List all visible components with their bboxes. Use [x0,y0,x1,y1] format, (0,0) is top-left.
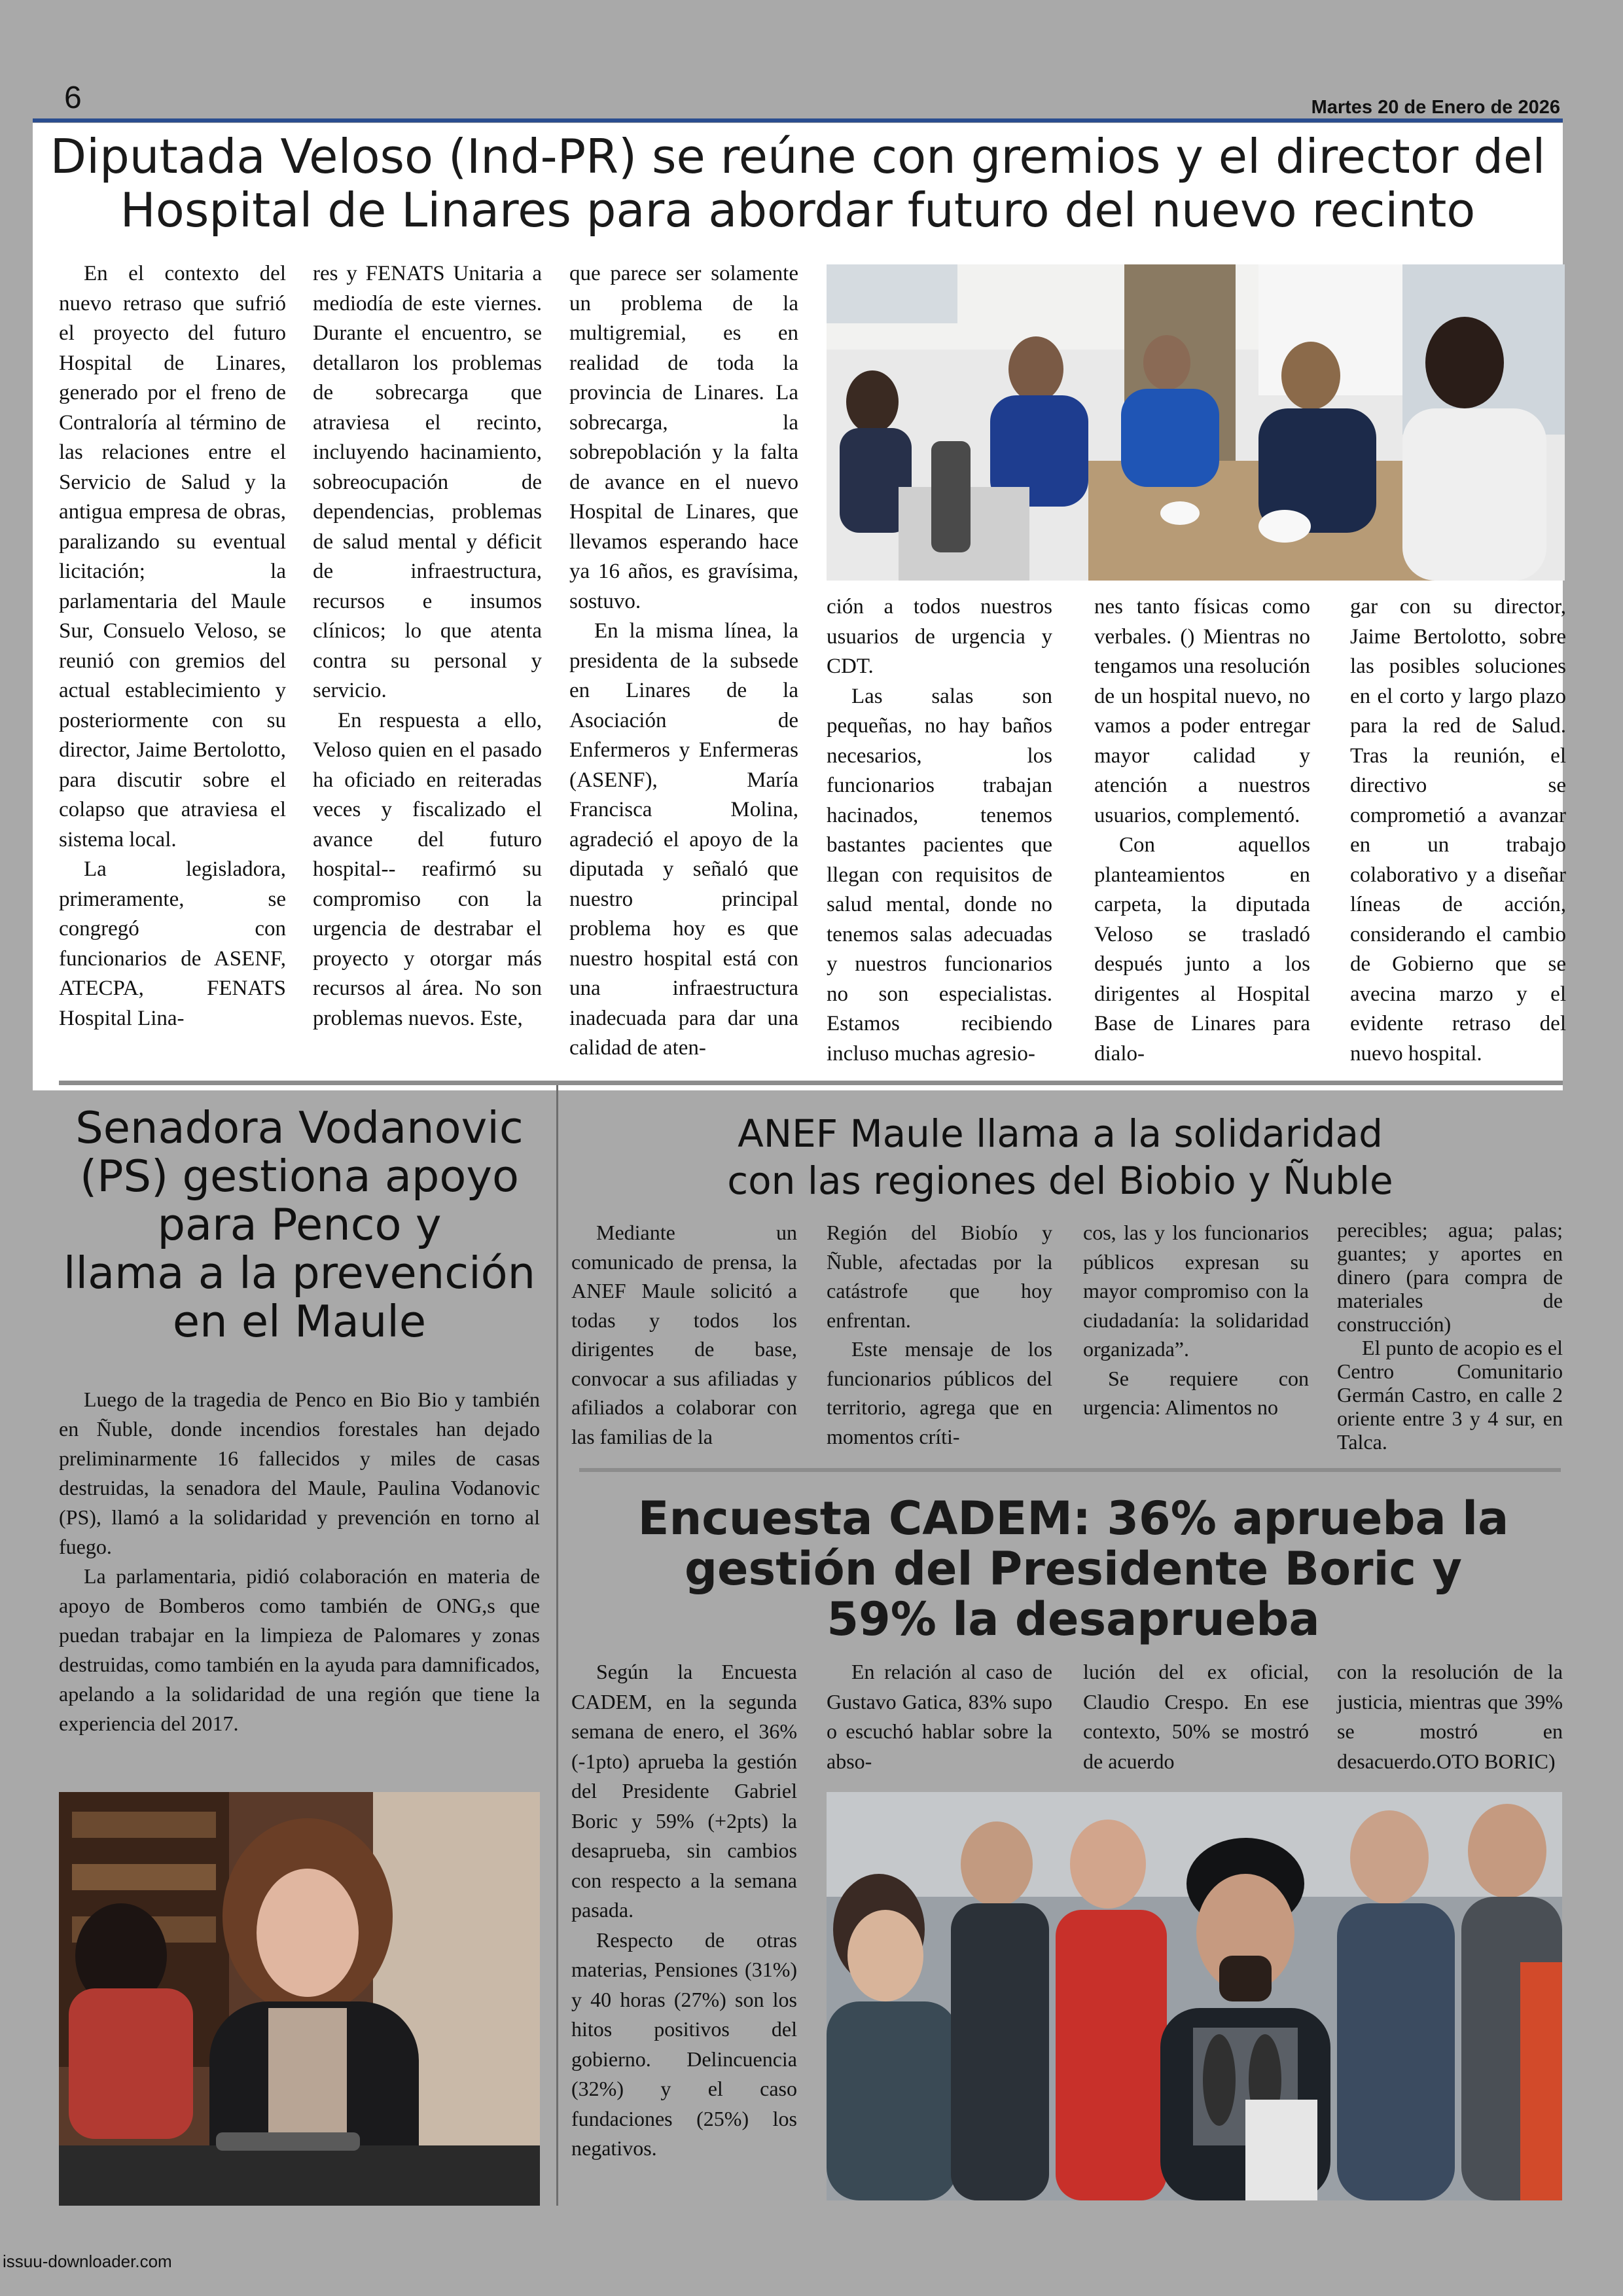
paragraph: gar con su director, Jaime Bertolotto, sobre las posibles soluciones en el corto y largo plazo para la red de Salud. Tras la reunión, el directivo se comprometió a avanzar en un trabajo colaborativo y a diseñar líneas de acción, considerando el cambio de Gobierno que se avecina marzo y el evidente retraso del nuevo hospital. [1350,595,1566,1066]
column-divider [556,1085,558,2206]
paragraph: La parlamentaria, pidió colaboración en materia de apoyo de Bomberos como también de ONG,s que puedan trabajar en la limpieza de Palomares y zonas destruidas, como también en la ayuda para damnificados, apelando a la solidaridad de una región que tiene la experiencia del 2017. [59,1564,540,1735]
top-article-headline [33,130,1563,237]
paragraph: cos, las y los funcionarios públicos expresan su mayor compromiso con la ciudadanía: la solidaridad organizada”. [1083,1221,1309,1361]
boric-press-photo [827,1792,1562,2200]
anef-column-3 [1083,1218,1309,1422]
page-number: 6 [64,81,82,115]
top-article-column-2 [313,259,542,1033]
watermark-text: issuu-downloader.com [3,2251,172,2271]
paragraph: En la misma línea, la presidenta de la subsede en Linares de la Asociación de Enfermeros y Enfermeras (ASENF), María Francisca Molina, agradeció el apoyo de la diputada y señaló que nuestro principal problema hoy es que nuestro hospital está con una infraestructura inadecuada para dar una calidad de aten- [569,619,798,1060]
headline-line: llama a la prevención [63,1247,536,1299]
cadem-headline [576,1494,1571,1645]
paragraph: que parece ser solamente un problema de la multigremial, es en realidad de toda la provincia de Linares. La sobrecarga, la sobrepoblación y la falta de avance en el nuevo Hospital de Linares, que llevamos esperando hace ya 16 años, es gravísima, sostuvo. [569,262,798,613]
anef-column-1 [571,1218,797,1451]
meeting-photo [827,264,1565,581]
headline-line: gestión del Presidente Boric y [684,1542,1463,1596]
top-article-column-5 [1094,592,1310,1069]
paragraph: La legisladora, primeramente, se congregó con funcionarios de ASENF, ATECPA, FENATS Hospital Lina- [59,857,286,1030]
top-article-column-4 [827,592,1052,1069]
cadem-column-1 [571,1657,797,2164]
paragraph: En el contexto del nuevo retraso que sufrió el proyecto del futuro Hospital de Linares, generado por el freno de Contraloría al término de las relaciones entre el Servicio de Salud y la antigua empresa de obras, paralizando su eventual licitación; la parlamentaria del Maule Sur, Consuelo Veloso, se reunió con gremios del actual establecimiento y posteriormente con su director, Jaime Bertolotto, para discutir sobre el colapso que atraviesa el sistema local. [59,262,286,852]
paragraph: nes tanto físicas como verbales. () Mientras no tengamos una resolución de un hospital nuevo, no vamos a poder entregar mayor calidad y atención a nuestros usuarios, complementó. [1094,595,1310,827]
paragraph: perecibles; agua; palas; guantes; y aportes en dinero (para compra de materiales de construcción) [1337,1218,1563,1336]
top-article-column-6 [1350,592,1566,1069]
paragraph: El punto de acopio es el Centro Comunitario Germán Castro, en calle 2 oriente entre 3 y 4 sur, en Talca. [1337,1336,1563,1454]
headline-line: (PS) gestiona apoyo [79,1151,520,1202]
section-divider [579,1468,1561,1472]
headline-line: con las regiones del Biobio y Ñuble [727,1158,1393,1203]
paragraph: Las salas son pequeñas, no hay baños necesarios, los funcionarios trabajan hacinados, tenemos bastantes pacientes que llegan con requisitos de salud mental, donde no tenemos salas adecuadas y nuestros funcionarios no son especialistas. Estamos recibiendo incluso muchas agresio- [827,684,1052,1066]
paragraph: En relación al caso de Gustavo Gatica, 83% supo o escuchó hablar sobre la abso- [827,1660,1052,1773]
senadora-body [59,1385,540,1738]
issue-date: Martes 20 de Enero de 2026 [1311,97,1560,118]
top-article-column-3 [569,259,798,1064]
top-article-column-1 [59,259,286,1033]
paragraph: ción a todos nuestros usuarios de urgencia y CDT. [827,595,1052,678]
paragraph: Luego de la tragedia de Penco en Bio Bio y también en Ñuble, donde incendios forestales han dejado preliminarmente 16 fallecidos y miles de casas destruidas, la senadora del Maule, Paulina Vodanovic (PS), llamó a la solidaridad y prevención en torno al fuego. [59,1388,540,1558]
senadora-headline [59,1103,540,1346]
paragraph: Con aquellos planteamientos en carpeta, la diputada Veloso se trasladó después junto a los dirigentes al Hospital Base de Linares para dialo- [1094,833,1310,1066]
senadora-photo [59,1792,540,2206]
paragraph: res y FENATS Unitaria a mediodía de este viernes. Durante el encuentro, se detallaron los problemas de sobrecarga que atraviesa el recinto, incluyendo hacinamiento, sobreocupación de dependencias, problemas de salud mental y déficit de infraestructura, recursos e insumos clínicos; lo que atenta contra su personal y servicio. [313,262,542,702]
anef-column-2 [827,1218,1052,1451]
paragraph: Respecto de otras materias, Pensiones (31%) y 40 horas (27%) son los hitos positivos del gobierno. Delincuencia (32%) y el caso fundaciones (25%) los negativos. [571,1928,797,2160]
paragraph: Mediante un comunicado de prensa, la ANEF Maule solicitó a todas y todos los dirigentes de base, convocar a sus afiliadas y afiliados a colaborar con las familias de la [571,1221,797,1448]
headline-line: Encuesta CADEM: 36% aprueba la [637,1492,1509,1545]
headline-line: para Penco y [157,1199,442,1250]
paragraph: Se requiere con urgencia: Alimentos no [1083,1366,1309,1419]
header-rule [33,118,1563,122]
anef-column-4 [1337,1218,1563,1454]
headline-line: Senadora Vodanovic [75,1102,524,1153]
anef-headline [569,1110,1551,1204]
headline-line: 59% la desaprueba [827,1592,1320,1646]
paragraph: Región del Biobío y Ñuble, afectadas por la catástrofe que hoy enfrentan. [827,1221,1052,1332]
cadem-column-3 [1083,1657,1309,1776]
paragraph: En respuesta a ello, Veloso quien en el pasado ha oficiado en reiteradas veces y fiscalizado el avance del futuro hospital-- reafirmó su compromiso con la urgencia de destrabar el proyecto y otorgar más recursos al área. No son problemas nuevos. Este, [313,708,542,1030]
headline-line: Hospital de Linares para abordar futuro del nuevo recinto [120,183,1476,238]
headline-line: Diputada Veloso (Ind-PR) se reúne con gremios y el director del [50,129,1546,184]
section-divider [59,1081,1563,1085]
paragraph: con la resolución de la justicia, mientras que 39% se mostró en desacuerdo.OTO BORIC) [1337,1660,1563,1773]
paragraph: lución del ex oficial, Claudio Crespo. En ese contexto, 50% se mostró de acuerdo [1083,1660,1309,1773]
paragraph: Este mensaje de los funcionarios públicos del territorio, agrega que en momentos críti- [827,1337,1052,1448]
cadem-column-4 [1337,1657,1563,1776]
headline-line: en el Maule [172,1296,427,1347]
paragraph: Según la Encuesta CADEM, en la segunda semana de enero, el 36% (-1pto) aprueba la gestión del Presidente Gabriel Boric y 59% (+2pts) la desaprueba, sin cambios con respecto a la semana pasada. [571,1660,797,1922]
cadem-column-2 [827,1657,1052,1776]
headline-line: ANEF Maule llama a la solidaridad [738,1111,1383,1156]
